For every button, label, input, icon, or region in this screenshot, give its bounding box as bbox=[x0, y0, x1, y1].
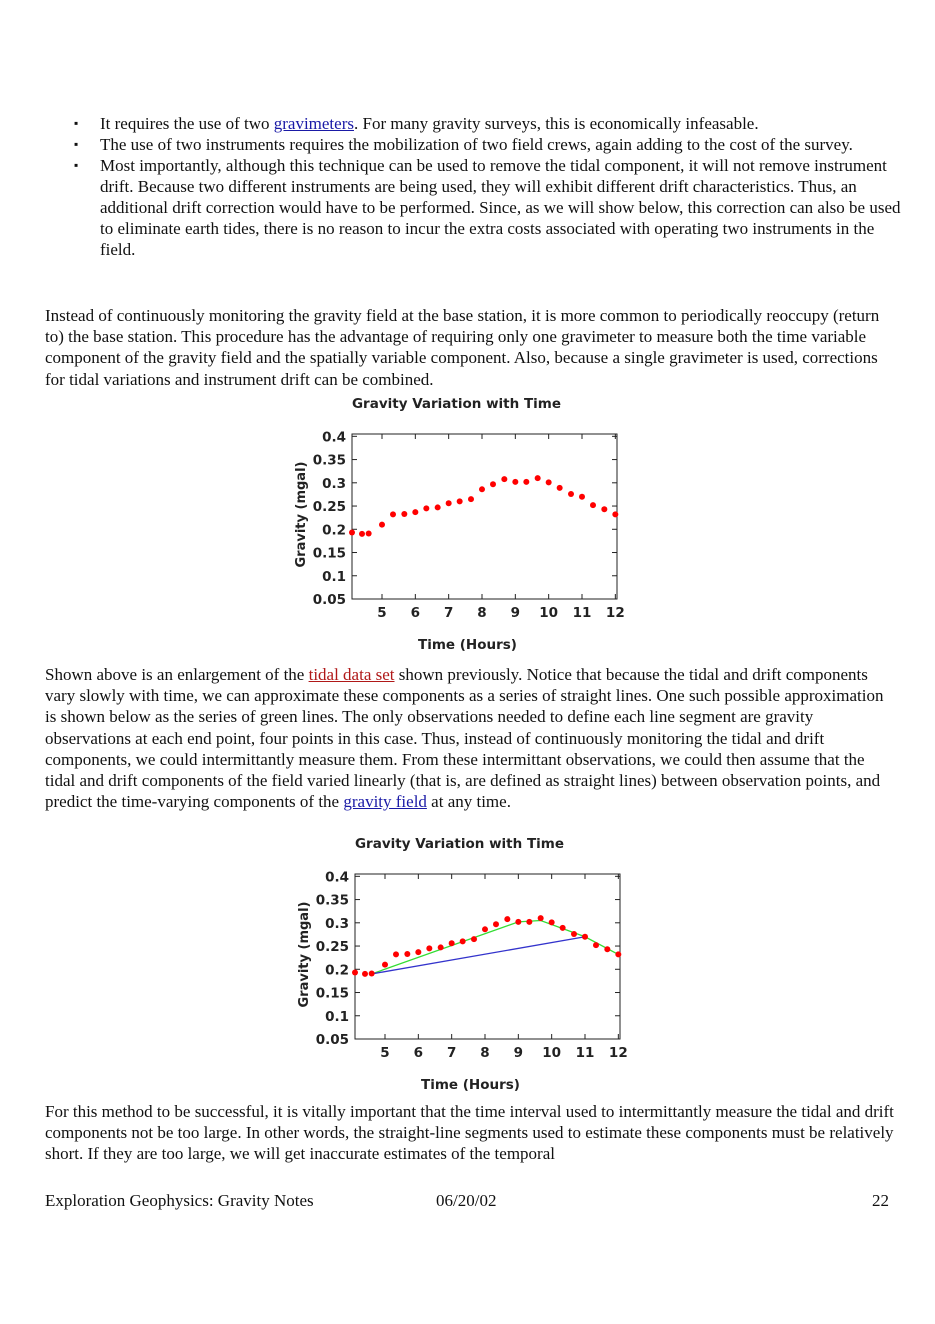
y-tick-label: 0.15 bbox=[312, 545, 346, 562]
data-point bbox=[560, 925, 566, 931]
paragraph-text: Shown above is an enlargement of the bbox=[45, 665, 309, 684]
y-tick-label: 0.05 bbox=[312, 592, 346, 608]
chart-title: Gravity Variation with Time bbox=[354, 836, 565, 852]
data-point bbox=[446, 500, 452, 506]
x-tick-label: 5 bbox=[377, 605, 387, 621]
footer-date: 06/20/02 bbox=[436, 1191, 497, 1210]
y-tick-label: 0.2 bbox=[325, 962, 349, 979]
data-point bbox=[426, 945, 432, 951]
x-tick-label: 8 bbox=[480, 1045, 490, 1061]
x-tick-label: 9 bbox=[513, 1045, 524, 1061]
data-point bbox=[512, 479, 518, 485]
chart-title: Gravity Variation with Time bbox=[351, 396, 562, 412]
data-point bbox=[352, 970, 358, 976]
data-point bbox=[415, 949, 421, 955]
x-tick-label: 10 bbox=[539, 605, 559, 621]
green-fit-line bbox=[372, 920, 619, 973]
paragraph-reoccupy: Instead of continuously monitoring the gravity field at the base station, it is more common to periodically reoccupy (return to) the base station. This procedure has the advantage of requiring only one gravimeter to measure both the time variable component of the gravity field and the spatially variable component. Also, because a single gravimeter is used, corrections for tidal variations and instrument drift can be combined. bbox=[45, 306, 880, 389]
data-point bbox=[362, 971, 368, 977]
y-tick-label: 0.3 bbox=[322, 475, 346, 492]
data-point bbox=[412, 509, 418, 515]
data-point bbox=[601, 506, 607, 512]
paragraph-text: shown previously. Notice that because the tidal and drift components vary slowly with time, we can approximate these components as a series of straight lines. One such possible approximation is shown below as the series of green lines. The only observations needed to define each line segment are gravity observations at each end point, four points in this case. Thus, instead of continuously monitoring the tidal and drift components, we could intermittantly measure them. From these intermittant observations, we could then assume that the tidal and drift components of the field varied linearly (that is, are defined as straight lines) between observation points, and predict the time-varying components of the bbox=[45, 665, 884, 812]
y-tick-label: 0.25 bbox=[315, 939, 349, 956]
y-tick-label: 0.4 bbox=[322, 429, 346, 446]
x-tick-label: 9 bbox=[510, 605, 521, 621]
data-point bbox=[590, 502, 596, 508]
footer-title: Exploration Geophysics: Gravity Notes bbox=[45, 1191, 314, 1210]
data-point bbox=[379, 522, 385, 528]
gravity-chart-2 bbox=[288, 831, 638, 1096]
x-tick-label: 5 bbox=[380, 1045, 390, 1061]
x-tick-label: 6 bbox=[410, 605, 421, 621]
bullet-text: The use of two instruments requires the mobilization of two field crews, again adding to the cost of the survey. bbox=[100, 135, 853, 154]
y-tick-label: 0.2 bbox=[322, 522, 346, 539]
data-point bbox=[615, 951, 621, 957]
bullet-list bbox=[72, 113, 902, 260]
bullet-item bbox=[72, 155, 902, 260]
gravity-chart-1 bbox=[285, 391, 635, 656]
data-point bbox=[366, 530, 372, 536]
bullet-item bbox=[72, 113, 902, 134]
y-tick-label: 0.35 bbox=[312, 452, 346, 469]
y-axis-label: Gravity (mgal) bbox=[297, 901, 312, 1008]
data-point bbox=[404, 951, 410, 957]
data-point bbox=[523, 479, 529, 485]
data-point bbox=[460, 938, 466, 944]
x-tick-label: 11 bbox=[575, 1045, 595, 1061]
x-tick-label: 11 bbox=[572, 605, 592, 621]
data-point bbox=[482, 926, 488, 932]
data-point bbox=[382, 962, 388, 968]
y-tick-label: 0.35 bbox=[315, 892, 349, 909]
data-point bbox=[435, 504, 441, 510]
data-point bbox=[390, 511, 396, 517]
bullet-text: . For many gravity surveys, this is economically infeasable. bbox=[353, 114, 759, 133]
data-point bbox=[468, 496, 474, 502]
gravimeters-link[interactable]: gravimeters bbox=[273, 114, 354, 133]
page-number: 22 bbox=[872, 1191, 889, 1210]
x-axis-label: Time (Hours) bbox=[418, 637, 517, 653]
paragraph-text: at any time. bbox=[426, 792, 511, 812]
data-point bbox=[490, 481, 496, 487]
y-tick-label: 0.25 bbox=[312, 499, 346, 516]
gravity-chart-1-svg bbox=[285, 391, 635, 656]
data-point bbox=[579, 494, 585, 500]
bullet-dot-icon: ▪ bbox=[74, 137, 79, 151]
y-tick-label: 0.1 bbox=[325, 1008, 349, 1025]
blue-fit-line bbox=[372, 937, 585, 974]
data-point bbox=[568, 491, 574, 497]
x-tick-label: 12 bbox=[605, 605, 625, 621]
data-point bbox=[359, 531, 365, 537]
data-point bbox=[593, 942, 599, 948]
gravity-chart-2-svg bbox=[288, 831, 638, 1096]
x-tick-label: 8 bbox=[477, 605, 487, 621]
data-point bbox=[504, 916, 510, 922]
data-point bbox=[479, 486, 485, 492]
data-point bbox=[571, 931, 577, 937]
bullet-item bbox=[72, 134, 902, 155]
y-tick-label: 0.4 bbox=[325, 869, 349, 886]
y-tick-label: 0.3 bbox=[325, 915, 349, 932]
x-tick-label: 10 bbox=[542, 1045, 562, 1061]
data-point bbox=[612, 511, 618, 517]
gravity-field-link[interactable]: gravity field bbox=[343, 792, 427, 812]
data-point bbox=[471, 936, 477, 942]
data-point bbox=[538, 915, 544, 921]
tidal-data-set-link[interactable]: tidal data set bbox=[308, 665, 395, 684]
data-point bbox=[438, 944, 444, 950]
bullet-text: Most importantly, although this technique can be used to remove the tidal component, it will not remove instrument drift. Because two different instruments are being used, they will exhibit different drift characteristics. Thus, an additional drift correction would have to be performed. Since, as we will show below, this correction can also be used to eliminate earth tides, there is no reason to incur the extra costs associated with operating two instruments in the field. bbox=[100, 156, 901, 259]
y-axis-label: Gravity (mgal) bbox=[294, 461, 309, 568]
data-point bbox=[401, 511, 407, 517]
y-tick-label: 0.1 bbox=[322, 568, 346, 585]
data-point bbox=[457, 498, 463, 504]
data-point bbox=[349, 530, 355, 536]
bullet-text: It requires the use of two bbox=[100, 114, 274, 133]
y-tick-label: 0.15 bbox=[315, 985, 349, 1002]
x-axis-label: Time (Hours) bbox=[421, 1077, 520, 1093]
data-point bbox=[393, 951, 399, 957]
x-tick-label: 6 bbox=[413, 1045, 424, 1061]
data-point bbox=[501, 476, 507, 482]
data-point bbox=[423, 505, 429, 511]
data-point bbox=[449, 940, 455, 946]
x-tick-label: 7 bbox=[443, 605, 454, 621]
bullet-dot-icon: ▪ bbox=[74, 116, 79, 130]
data-point bbox=[535, 475, 541, 481]
data-point bbox=[549, 919, 555, 925]
data-point bbox=[546, 479, 552, 485]
x-tick-label: 12 bbox=[608, 1045, 628, 1061]
data-point bbox=[557, 485, 563, 491]
data-point bbox=[515, 919, 521, 925]
x-tick-label: 7 bbox=[446, 1045, 457, 1061]
data-point bbox=[604, 946, 610, 952]
data-point bbox=[526, 919, 532, 925]
data-point bbox=[582, 934, 588, 940]
y-tick-label: 0.05 bbox=[315, 1032, 349, 1048]
bullet-dot-icon: ▪ bbox=[74, 158, 79, 172]
data-point bbox=[369, 970, 375, 976]
data-point bbox=[493, 921, 499, 927]
paragraph-approximation bbox=[45, 664, 895, 812]
paragraph-interval: For this method to be successful, it is vitally important that the time interval used to intermittantly measure the tidal and drift components not be too large. In other words, the straight-line segments used to estimate these components must be relatively short. If they are too large, we will get inaccurate estimates of the temporal bbox=[45, 1102, 894, 1164]
